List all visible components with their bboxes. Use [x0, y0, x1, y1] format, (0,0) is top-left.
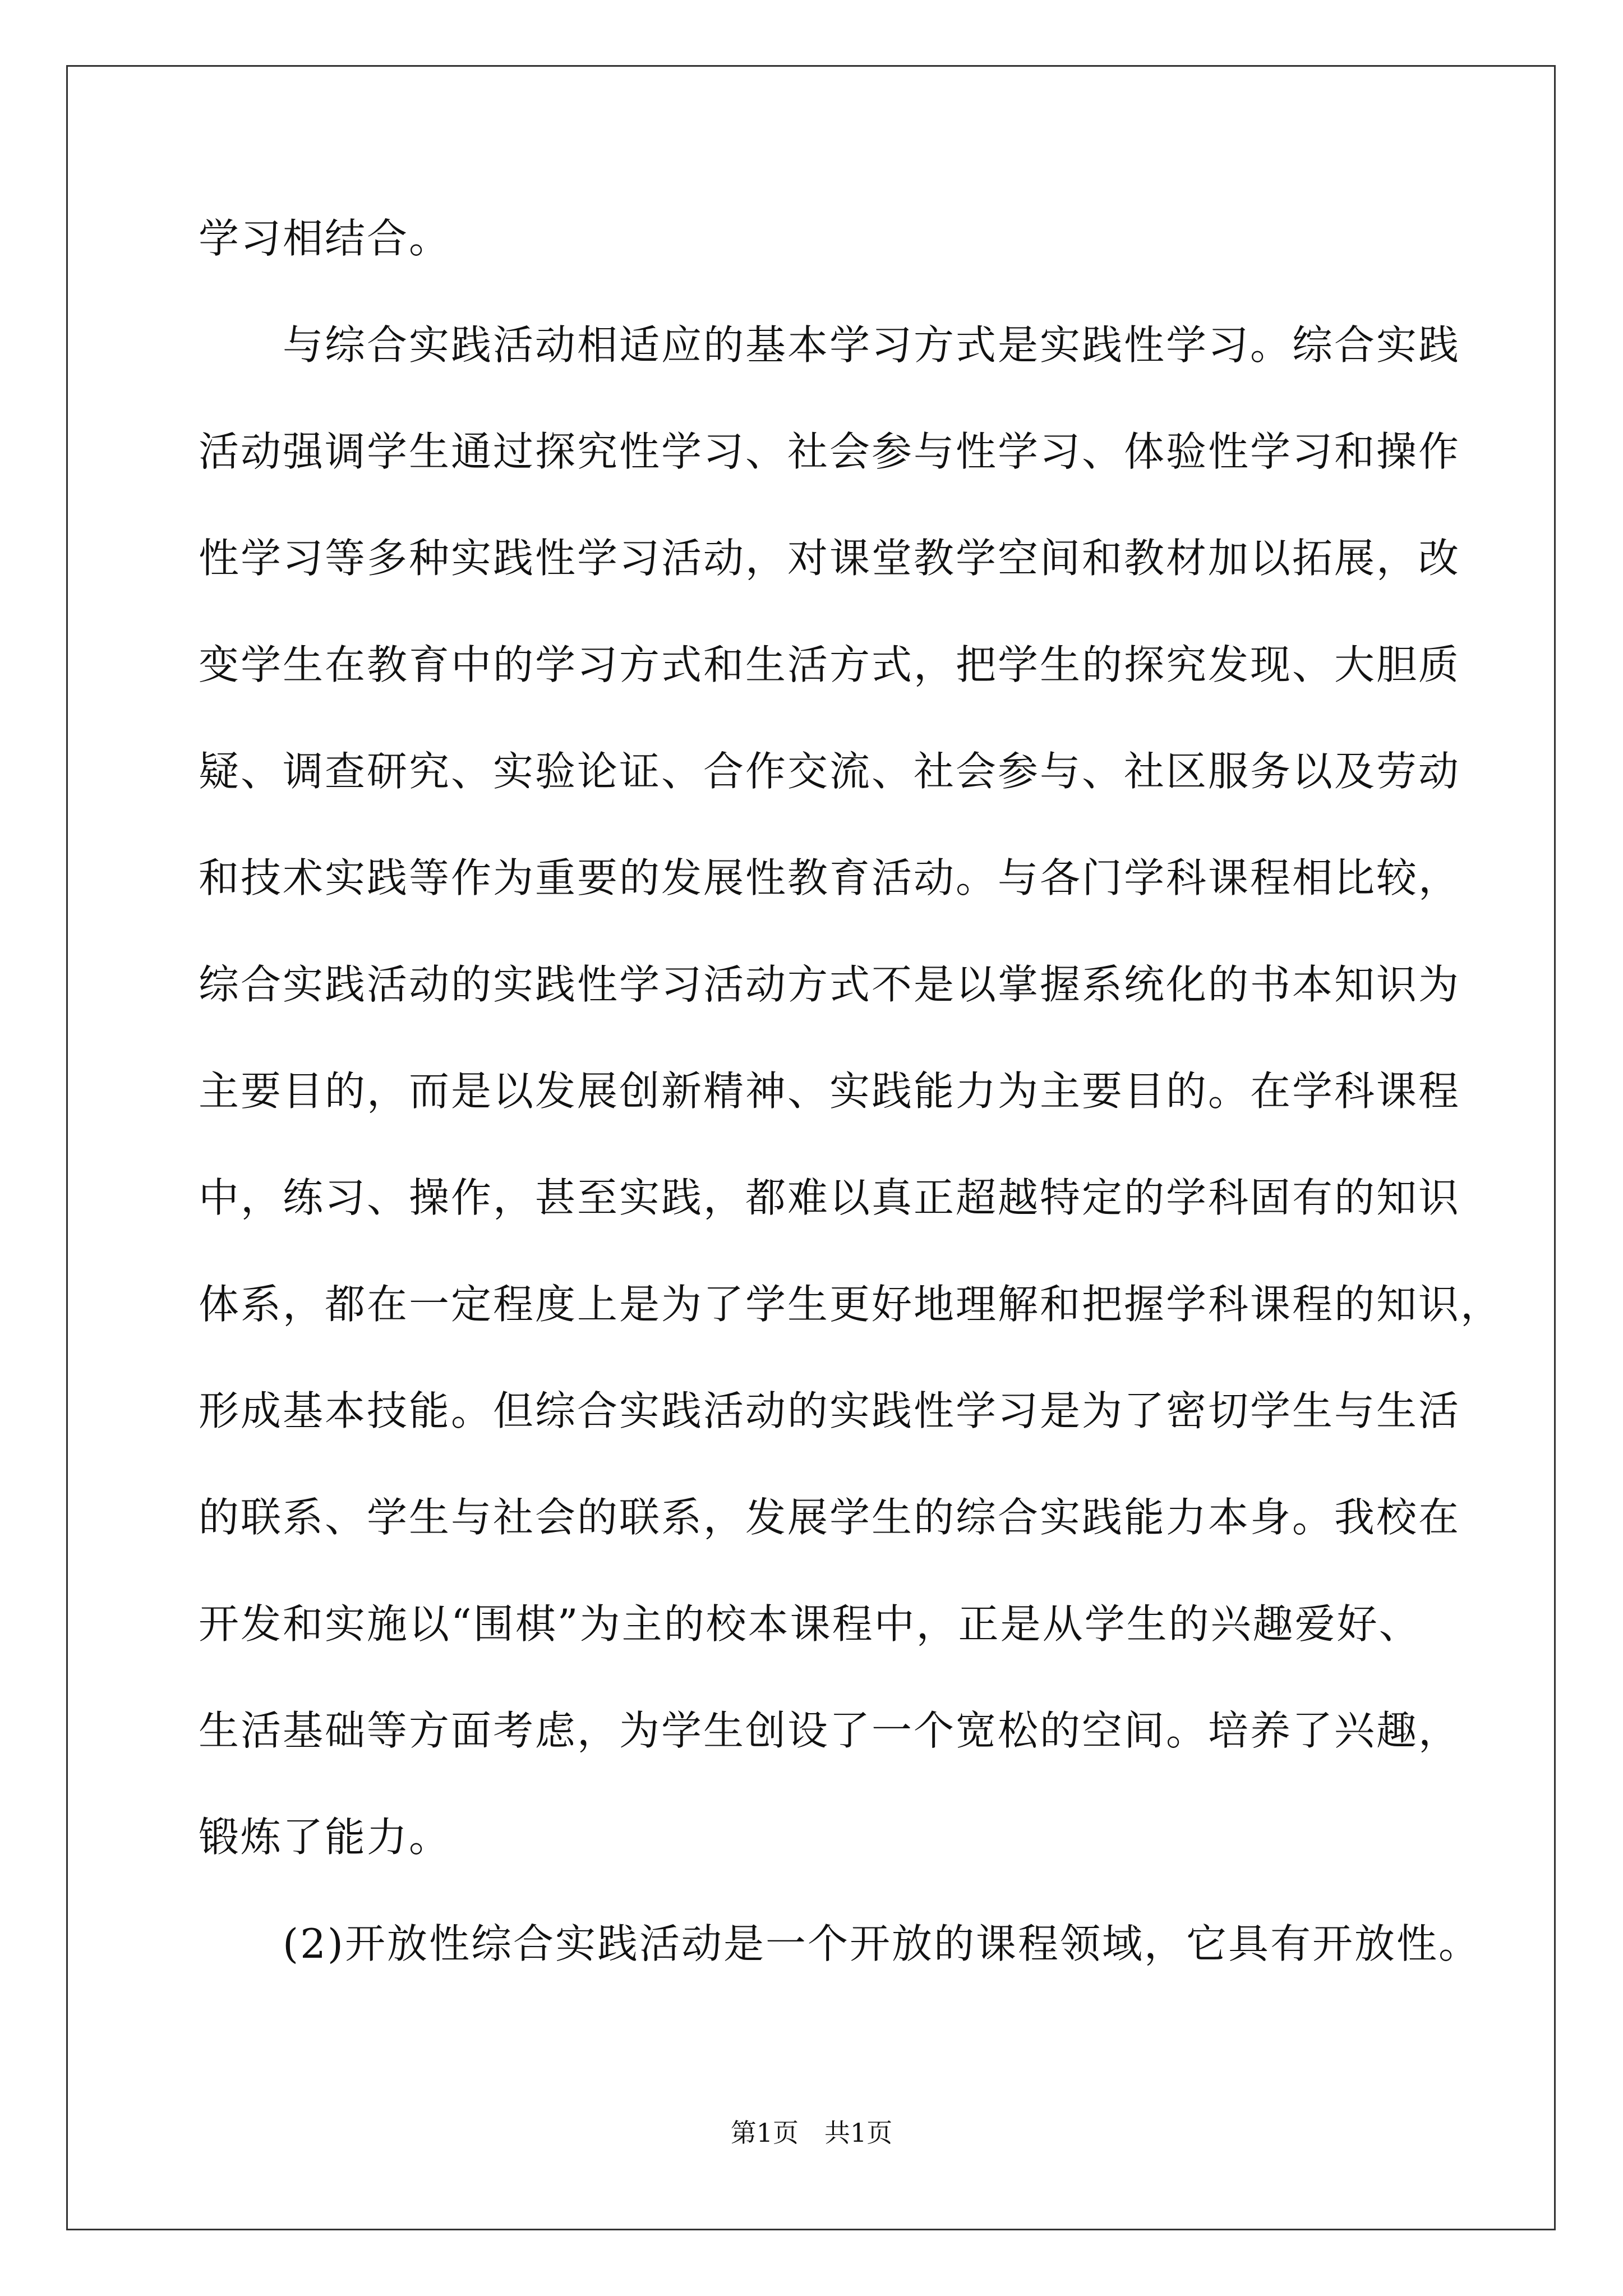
text-line: 中，练习、操作，甚至实践，都难以真正超越特定的学科固有的知识 [199, 1174, 1461, 1221]
text-line: (2)开放性综合实践活动是一个开放的课程领域，它具有开放性。 [283, 1920, 1481, 1967]
text-line: 活动强调学生通过探究性学习、社会参与性学习、体验性学习和操作 [199, 428, 1461, 475]
text-line: 和技术实践等作为重要的发展性教育活动。与各门学科课程相比较， [199, 854, 1461, 901]
page-number: 第1页 共1页 [730, 2118, 893, 2148]
text-line: 形成基本技能。但综合实践活动的实践性学习是为了密切学生与生活 [199, 1387, 1461, 1434]
text-line: 的联系、学生与社会的联系，发展学生的综合实践能力本身。我校在 [199, 1494, 1461, 1541]
text-line: 综合实践活动的实践性学习活动方式不是以掌握系统化的书本知识为 [199, 961, 1461, 1008]
text-line: 锻炼了能力。 [199, 1814, 451, 1861]
text-line: 生活基础等方面考虑，为学生创设了一个宽松的空间。培养了兴趣， [199, 1707, 1461, 1754]
text-line: 与综合实践活动相适应的基本学习方式是实践性学习。综合实践 [283, 321, 1461, 369]
text-line: 开发和实施以“围棋”为主的校本课程中，正是从学生的兴趣爱好、 [199, 1600, 1421, 1648]
text-line: 疑、调查研究、实验论证、合作交流、社会参与、社区服务以及劳动 [199, 748, 1461, 795]
text-line: 学习相结合。 [199, 215, 451, 262]
text-line: 体系，都在一定程度上是为了学生更好地理解和把握学科课程的知识， [199, 1281, 1503, 1328]
text-line: 变学生在教育中的学习方式和生活方式，把学生的探究发现、大胆质 [199, 641, 1461, 688]
page-border [66, 65, 1556, 2230]
text-line: 性学习等多种实践性学习活动，对课堂教学空间和教材加以拓展，改 [199, 535, 1461, 582]
text-line: 主要目的，而是以发展创新精神、实践能力为主要目的。在学科课程 [199, 1068, 1461, 1115]
